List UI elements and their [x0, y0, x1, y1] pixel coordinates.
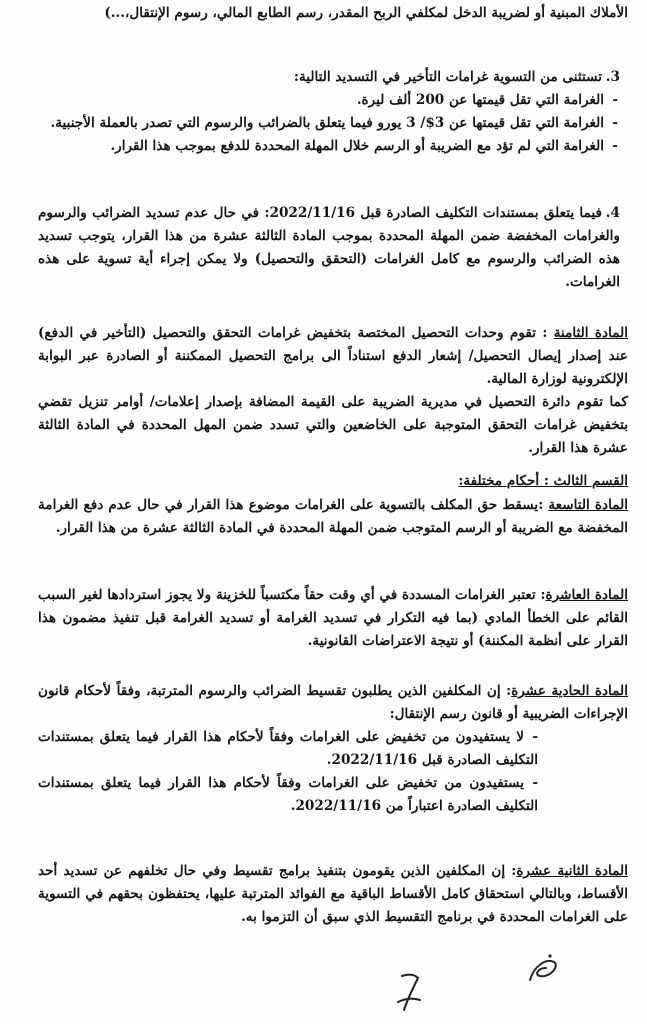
bullet: -لا يستفيدون من تخفيض على الغرامات وفقاً لأحكام هذا القرار فيما يتعلق بمستندات التكليف الصادرة قبل 2022/11/16.: [38, 729, 538, 768]
bullet: -الغرامة التي تقل قيمتها عن 3$/ 3 يورو فيما يتعلق بالضرائب والرسوم التي تصدر بالعملة الأجنبية.: [50, 115, 618, 131]
article-label: المادة الثانية عشرة: [516, 863, 628, 879]
bullet: -الغرامة التي تقل قيمتها عن 200 ألف ليرة.: [356, 92, 618, 108]
bullet: -يستفيدون من تخفيض على الغرامات وفقاً لأحكام هذا القرار فيما يتعلق بمستندات التكليف الصادرة اعتباراً من 2022/11/16.: [38, 775, 538, 814]
article-label: المادة الثامنة: [553, 325, 628, 341]
article-label: المادة الحادية عشرة: [511, 683, 628, 699]
article-8: المادة الثامنة : تقوم وحدات التحصيل المختصة بتخفيض غرامات التحقق والتحصيل (التأخير في الدفع) عند إصدار إيصال التحصيل/ إشعار الدفع استناداً الى برامج التحصيل الممكننة أو الصادرة عبر البوابة الإلكترونية لوزارة المالية. كما تقوم دائرة التحصيل في مديرية الضريبة على القيمة المضافة بإصدار إعلامات/ أوامر تنزيل تقضي بتخفيض غرامات التحقق المتوجبة على الخاضعين والتي تسدد ضمن المهل المحددة في المادة الثالثة عشرة هذا القرار.: [38, 325, 628, 456]
bullet: -الغرامة التي لم تؤد مع الضريبة أو الرسم خلال المهلة المحددة للدفع بموجب هذا القرار.: [110, 138, 618, 154]
article-label: المادة العاشرة: [545, 587, 628, 603]
article-12: المادة الثانية عشرة: إن المكلفين الذين يقومون بتنفيذ برامج تقسيط وفي حال تخلفهم عن تسديد أحد الأقساط، وبالتالي استحقاق كامل الأقساط الباقية مع الفوائد المترتبة عليها، يحتفظون بحقهم في التسوية على الغرامات المحددة في برنامج التقسيط الذي سبق أن التزموا به.: [38, 863, 628, 925]
article-11: المادة الحادية عشرة: إن المكلفين الذين يطلبون تقسيط الضرائب والرسوم المترتبة، وفقاً لأحكام قانون الإجراءات الضريبية أو قانون رسم الإنتقال: -لا يستفيدون من تخفيض على الغرامات وفقاً لأحكام هذا القرار فيما يتعلق بمستندات التكليف الصادرة قبل 2022/11/16. -يستفيدون من تخفيض على الغرامات وفقاً لأحكام هذا القرار فيما يتعلق بمستندات التكليف الصادرة اعتباراً من 2022/11/16.: [38, 680, 628, 818]
signature-right: [520, 950, 570, 990]
article-10: المادة العاشرة: تعتبر الغرامات المسددة في أي وقت حقاً مكتسباً للخزينة ولا يجوز استردادها لغير السبب القائم على الخطأ المادي (بما فيه التكرار في تسديد الغرامة أو تسديد الغرامة قبل تنفيذ مضمون هذا القرار على أنظمة المكننة) أو نتيجة الاعتراضات القانونية.: [38, 587, 628, 649]
article-9: المادة التاسعة :يسقط حق المكلف بالتسوية على الغرامات موضوع هذا القرار في حال عدم دفع الغرامة المخفضة مع الضريبة أو الرسم المتوجب ضمن المهلة المحددة في المادة الثالثة عشرة من هذا القرار.: [38, 497, 628, 536]
signature-left: [380, 968, 450, 1016]
article-label: المادة التاسعة: [548, 497, 628, 513]
top-continuation: الأملاك المبنية أو لضريبة الدخل لمكلفي الربح المقدر، رسم الطابع المالي، رسوم الإنتقال،...): [104, 5, 628, 21]
section-3-heading: القسم الثالث : أحكام مختلفة:: [458, 473, 628, 489]
item-4: 4.فيما يتعلق بمستندات التكليف الصادرة قبل 2022/11/16: في حال عدم تسديد الضرائب والرسوم والغرامات المخفضة ضمن المهلة المحددة بموجب المادة الثالثة عشرة من هذا القرار، يتوجب تسديد هذه الضرائب والرسوم مع كامل الغرامات (التحقق والتحصيل) ولا يمكن إجراء أية تسوية على هذه الغرامات.: [38, 205, 620, 290]
item-3: 3.تستثنى من التسوية غرامات التأخير في التسديد التالية: -الغرامة التي تقل قيمتها عن 200 ألف ليرة. -الغرامة التي تقل قيمتها عن 3$/ 3 يورو فيما يتعلق بالضرائب والرسوم التي تصدر بالعملة الأجنبية. -الغرامة التي لم تؤد مع الضريبة أو الرسم خلال المهلة المحددة للدفع بموجب هذا القرار.: [38, 66, 620, 158]
